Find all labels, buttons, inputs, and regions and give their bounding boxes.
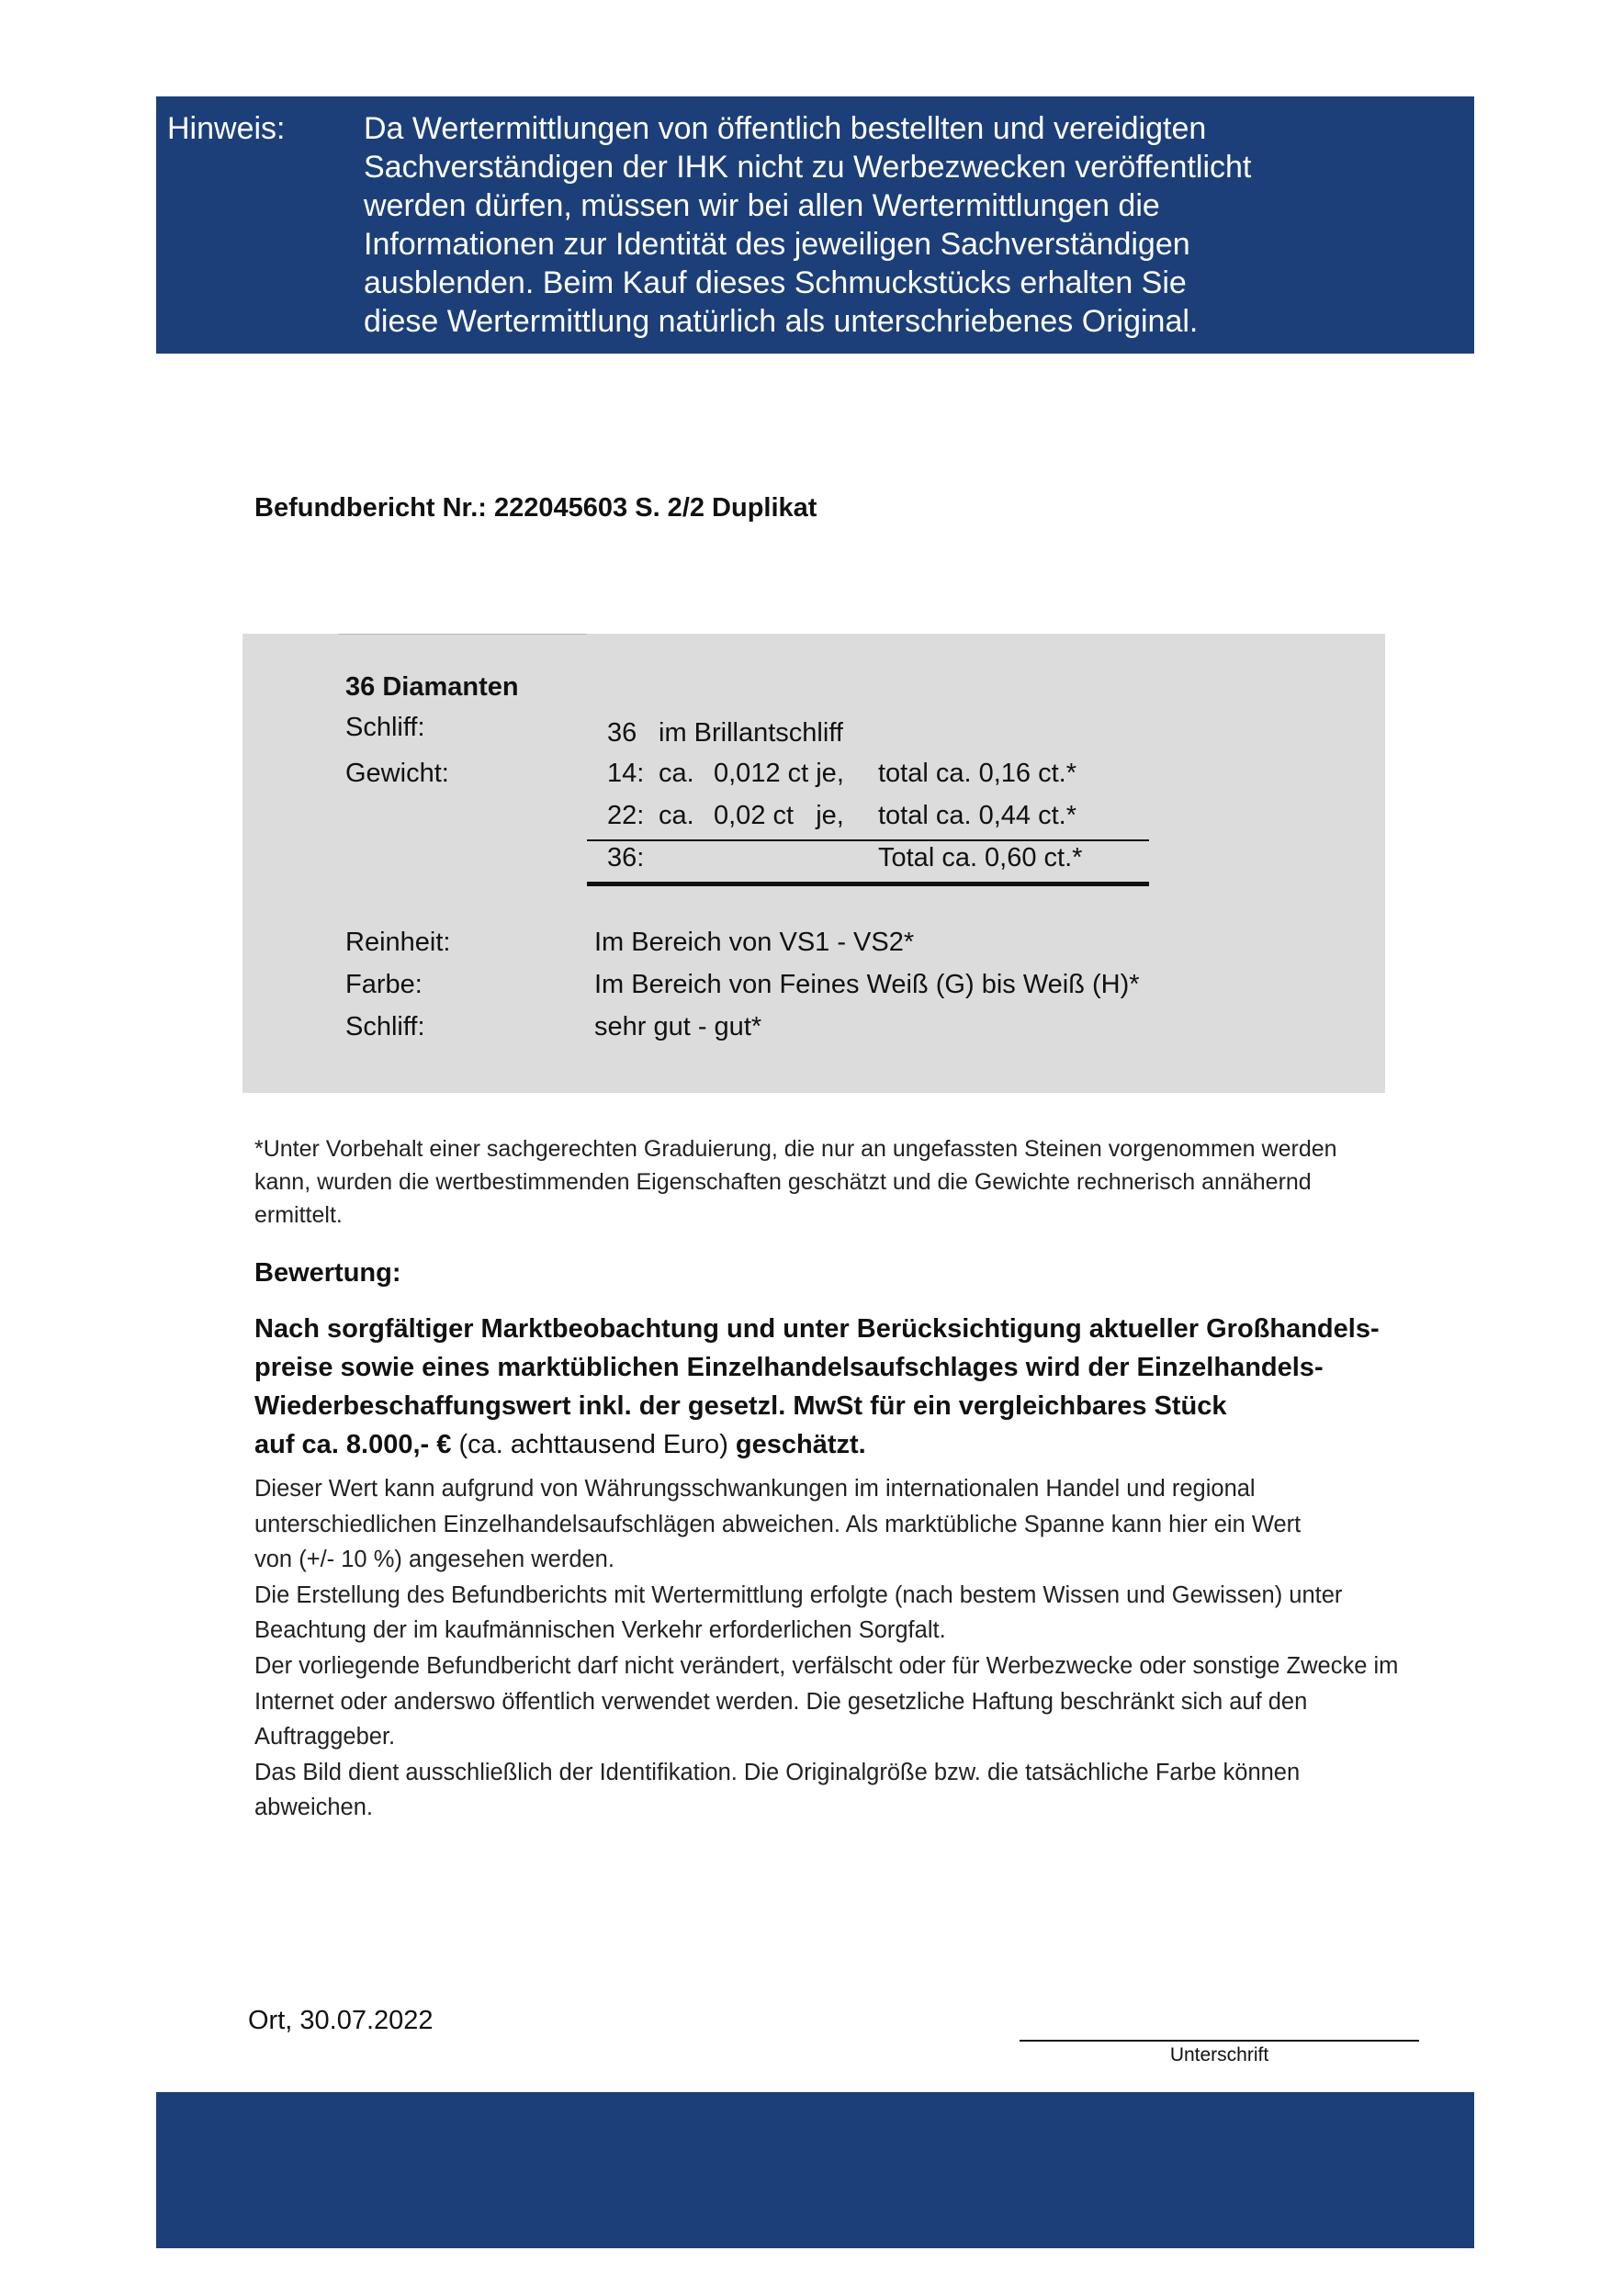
sum-count: 36: [607, 843, 645, 872]
weight-row-total: total ca. 0,44 ct.* [878, 801, 1077, 830]
signature-label: Unterschrift [1169, 2044, 1269, 2065]
notice-line: diese Wertermittlung natürlich als unterschriebenes Original. [364, 304, 1199, 339]
color-label: Farbe: [345, 970, 423, 999]
disclaimer-line: von (+/- 10 %) angesehen werden. [254, 1547, 614, 1573]
stones-panel [242, 634, 1385, 1093]
stones-heading: 36 Diamanten [345, 672, 519, 702]
notice-text [364, 109, 1448, 341]
panel-top-divider [339, 634, 587, 635]
place-date: Ort, 30.07.2022 [248, 2006, 434, 2035]
disclaimer-line: Auftraggeber. [254, 1724, 396, 1750]
weight-row-approx: ca. [659, 759, 694, 788]
grade-value: sehr gut - gut* [594, 1012, 762, 1041]
valuation-amount-line [254, 1425, 1380, 1464]
sum-total: Total ca. 0,60 ct.* [878, 843, 1083, 872]
valuation-amount: auf ca. 8.000,- € [254, 1430, 452, 1459]
disclaimer-line: Der vorliegende Befundbericht darf nicht verändert, verfälscht oder für Werbezwecke oder sonstige Zwecke im [254, 1652, 1399, 1679]
sum-bottom-rule [587, 882, 1149, 886]
valuation-line: preise sowie eines marktüblichen Einzelhandelsaufschlages wird der Einzelhandels- [254, 1353, 1324, 1382]
notice-banner [156, 96, 1474, 354]
weight-row-each: 0,02 ct je, [714, 801, 844, 830]
valuation-heading: Bewertung: [254, 1258, 401, 1288]
disclaimer-line: abweichen. [254, 1795, 374, 1821]
footer-bar [156, 2092, 1474, 2248]
valuation-line: Nach sorgfältiger Marktbeobachtung und unter Berücksichtigung aktueller Großhandels- [254, 1314, 1380, 1344]
disclaimer-line: Dieser Wert kann aufgrund von Währungsschwankungen im internationalen Handel und regional [254, 1476, 1256, 1502]
footnote-line: *Unter Vorbehalt einer sachgerechten Graduierung, die nur an ungefassten Steinen vorgenommen werden [254, 1136, 1337, 1162]
color-value: Im Bereich von Feines Weiß (G) bis Weiß (H)* [594, 970, 1140, 999]
grade-label: Schliff: [345, 1012, 425, 1041]
sum-top-rule [587, 839, 1149, 841]
weight-row-count: 22: [607, 801, 645, 830]
disclaimer-line: Die Erstellung des Befundberichts mit Wertermittlung erfolgte (nach bestem Wissen und Gewissen) unter [254, 1581, 1343, 1608]
disclaimer-line: Internet oder anderswo öffentlich verwendet werden. Die gesetzliche Haftung beschränkt sich auf den [254, 1688, 1308, 1715]
notice-line: ausblenden. Beim Kauf dieses Schmuckstücks erhalten Sie [364, 265, 1187, 300]
notice-line: Sachverständigen der IHK nicht zu Werbezwecken veröffentlicht [364, 150, 1252, 185]
clarity-label: Reinheit: [345, 928, 451, 957]
weight-row-count: 14: [607, 759, 645, 788]
disclaimer-text [254, 1471, 1494, 1826]
signature-line [1020, 2040, 1419, 2042]
disclaimer-line: Das Bild dient ausschließlich der Identifikation. Die Originalgröße bzw. die tatsächliche Farbe können [254, 1759, 1301, 1785]
footnote-line: kann, wurden die wertbestimmenden Eigenschaften geschätzt und die Gewichte rechnerisch annähernd [254, 1169, 1312, 1195]
notice-line: Da Wertermittlungen von öffentlich bestellten und vereidigten [364, 111, 1207, 146]
cut-label: Schliff: [345, 713, 425, 742]
notice-line: Informationen zur Identität des jeweiligen Sachverständigen [364, 227, 1190, 262]
clarity-value: Im Bereich von VS1 - VS2* [594, 928, 915, 957]
weight-label: Gewicht: [345, 759, 449, 788]
valuation-statement [254, 1310, 1380, 1464]
valuation-amount-suffix: geschätzt. [735, 1430, 866, 1459]
cut-count: 36 [607, 718, 637, 748]
report-title: Befundbericht Nr.: 222045603 S. 2/2 Duplikat [254, 493, 817, 523]
valuation-line: Wiederbeschaffungswert inkl. der gesetzl. MwSt für ein vergleichbares Stück [254, 1391, 1227, 1421]
weight-row-total: total ca. 0,16 ct.* [878, 759, 1077, 788]
footnote-line: ermittelt. [254, 1202, 343, 1228]
disclaimer-line: Beachtung der im kaufmännischen Verkehr erforderlichen Sorgfalt. [254, 1617, 946, 1644]
cut-value: im Brillantschliff [659, 718, 843, 748]
disclaimer-line: unterschiedlichen Einzelhandelsaufschlägen abweichen. Als marktübliche Spanne kann hier ein Wert [254, 1511, 1302, 1537]
weight-row-each: 0,012 ct je, [714, 759, 844, 788]
notice-line: werden dürfen, müssen wir bei allen Wertermittlungen die [364, 188, 1160, 223]
grading-footnote [254, 1132, 1448, 1232]
notice-label: Hinweis: [167, 111, 286, 146]
valuation-amount-words: (ca. achttausend Euro) [451, 1430, 736, 1459]
weight-row-approx: ca. [659, 801, 694, 830]
